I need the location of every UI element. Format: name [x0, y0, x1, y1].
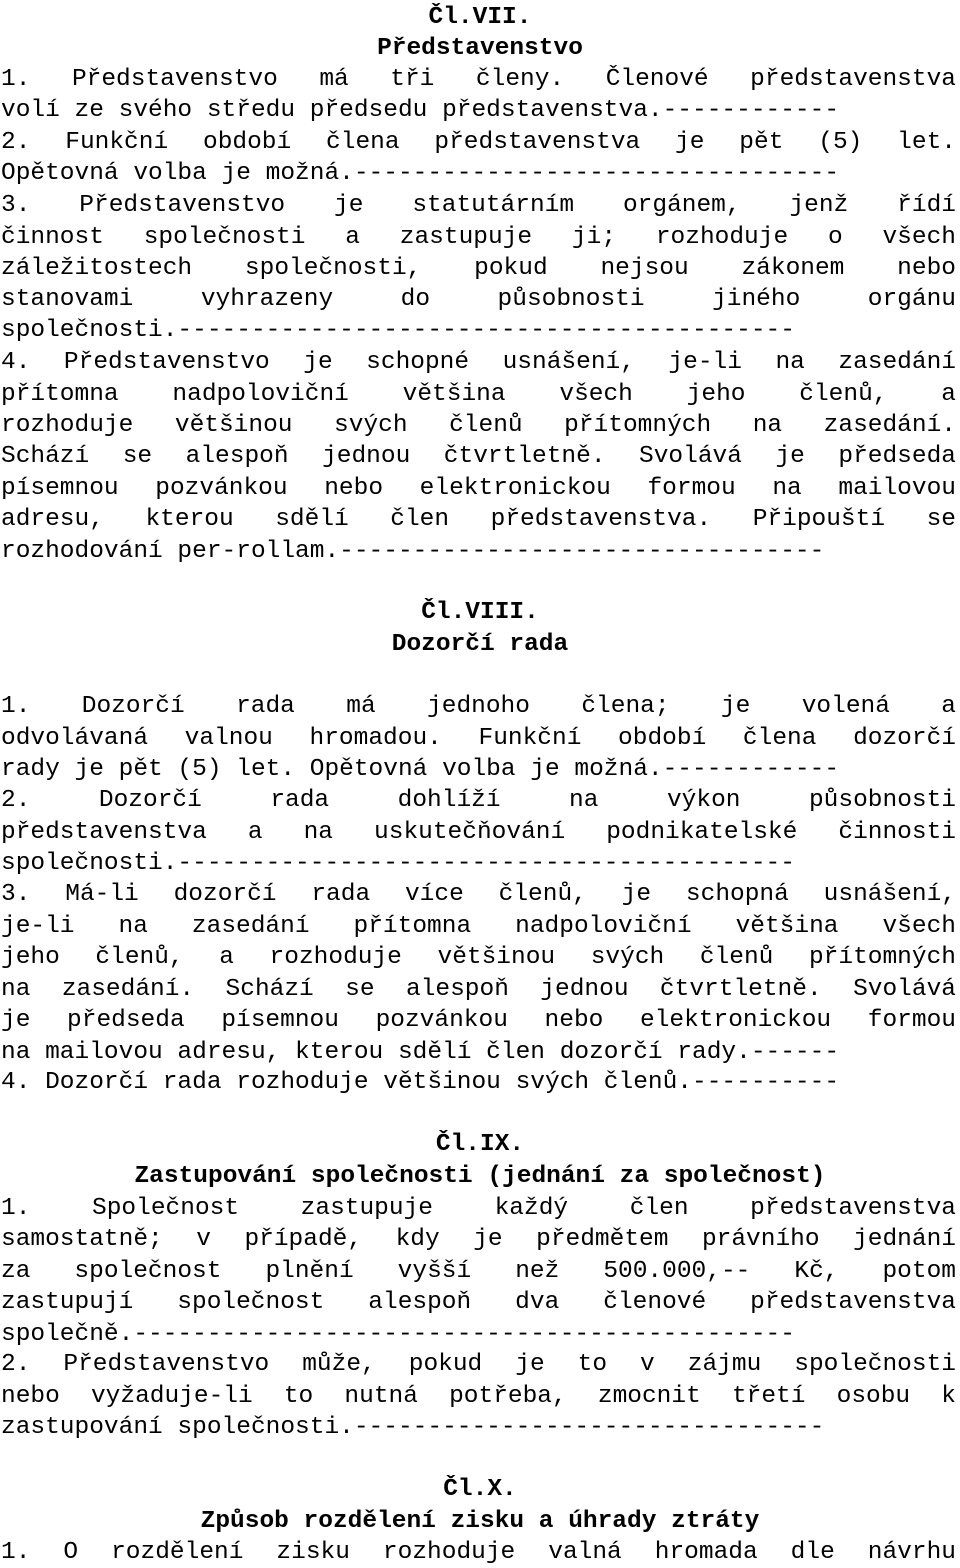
- article-7-line: volí ze svého středu předsedu představenstva.------------: [1, 97, 840, 124]
- article-8-line: 4. Dozorčí rada rozhoduje většinou svých členů.----------: [1, 1069, 840, 1096]
- article-8-line: jeho členů, a rozhoduje většinou svých členů přítomných: [1, 944, 956, 971]
- article-8-line: odvolávaná valnou hromadou. Funkční období člena dozorčí: [1, 725, 956, 752]
- article-7-line: stanovami vyhrazeny do působnosti jiného orgánu: [1, 286, 956, 313]
- article-8-number: Čl.VIII.: [421, 599, 539, 626]
- article-8-line: na zasedání. Schází se alespoň jednou čtvrtletně. Svolává: [1, 976, 956, 1003]
- article-8-line: společnosti.------------------------------------------: [1, 850, 795, 877]
- article-10-line: 1. O rozdělení zisku rozhoduje valná hromada dle návrhu: [1, 1539, 956, 1566]
- article-9-line: 1. Společnost zastupuje každý člen představenstva: [1, 1195, 956, 1222]
- article-8-line: na mailovou adresu, kterou sdělí člen dozorčí rady.------: [1, 1039, 840, 1066]
- article-9-line: 2. Představenstvo může, pokud je to v zájmu společnosti: [1, 1351, 956, 1378]
- article-7-line: Schází se alespoň jednou čtvrtletně. Svolává je předseda: [1, 443, 956, 470]
- article-9-line: za společnost plnění vyšší než 500.000,-- Kč, potom: [1, 1258, 956, 1285]
- article-9-line: společně.---------------------------------------------: [1, 1321, 795, 1348]
- article-7-line: písemnou pozvánkou nebo elektronickou formou na mailovou: [1, 475, 956, 502]
- article-8-line: 2. Dozorčí rada dohlíží na výkon působnosti: [1, 787, 956, 814]
- article-8-line: 1. Dozorčí rada má jednoho člena; je volená a: [1, 693, 956, 720]
- article-7-line: rozhoduje většinou svých členů přítomných na zasedání.: [1, 412, 956, 439]
- article-7-line: adresu, kterou sdělí člen představenstva. Připouští se: [1, 506, 956, 533]
- article-7-line: rozhodování per-rollam.---------------------------------: [1, 538, 825, 565]
- article-7-line: činnost společnosti a zastupuje ji; rozhoduje o všech: [1, 224, 956, 251]
- article-7-line: 2. Funkční období člena představenstva je pět (5) let.: [1, 129, 956, 156]
- article-8-line: rady je pět (5) let. Opětovná volba je možná.------------: [1, 756, 840, 783]
- article-10-title: Způsob rozdělení zisku a úhrady ztráty: [200, 1508, 760, 1535]
- article-9-line: samostatně; v případě, kdy je předmětem právního jednání: [1, 1226, 956, 1253]
- article-7-line: společnosti.------------------------------------------: [1, 317, 795, 344]
- article-7-line: záležitostech společnosti, pokud nejsou zákonem nebo: [1, 255, 956, 282]
- article-7-line: přítomna nadpoloviční většina všech jeho členů, a: [1, 381, 956, 408]
- article-9-line: zastupování společnosti.--------------------------------: [1, 1414, 825, 1441]
- article-10-number: Čl.X.: [443, 1476, 517, 1503]
- article-7-line: Opětovná volba je možná.---------------------------------: [1, 160, 840, 187]
- article-7-line: 3. Představenstvo je statutárním orgánem, jenž řídí: [1, 192, 956, 219]
- article-9-line: zastupují společnost alespoň dva členové představenstva: [1, 1289, 956, 1316]
- article-8-line: 3. Má-li dozorčí rada více členů, je schopná usnášení,: [1, 881, 956, 908]
- article-8-title: Dozorčí rada: [391, 631, 569, 658]
- article-9-line: nebo vyžaduje-li to nutná potřeba, zmocnit třetí osobu k: [1, 1383, 956, 1410]
- article-7-line: 1. Představenstvo má tři členy. Členové představenstva: [1, 66, 956, 93]
- article-8-line: je předseda písemnou pozvánkou nebo elektronickou formou: [1, 1007, 956, 1034]
- article-8-line: je-li na zasedání přítomna nadpoloviční většina všech: [1, 913, 956, 940]
- article-7-line: 4. Představenstvo je schopné usnášení, je-li na zasedání: [1, 349, 956, 376]
- article-7-title: Představenstvo: [377, 35, 583, 62]
- article-8-line: představenstva a na uskutečňování podnikatelské činnosti: [1, 819, 956, 846]
- article-7-number: Čl.VII.: [428, 4, 532, 31]
- article-9-title: Zastupování společnosti (jednání za společnost): [134, 1163, 826, 1190]
- article-9-number: Čl.IX.: [435, 1131, 525, 1158]
